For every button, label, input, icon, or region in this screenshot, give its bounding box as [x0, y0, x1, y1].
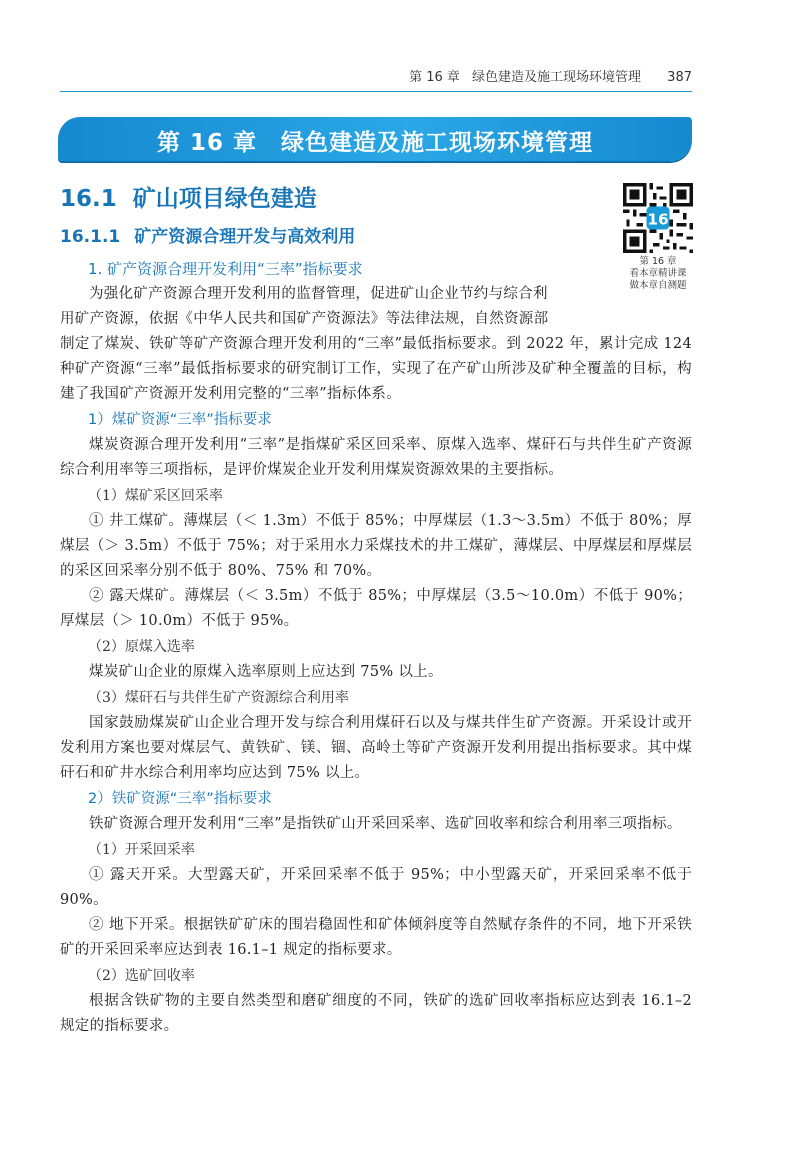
paragraph: 铁矿资源合理开发利用“三率”是指铁矿山开采回采率、选矿回收率和综合利用率三项指标。 — [89, 816, 682, 832]
paragraph: 制定了煤炭、铁矿等矿产资源合理开发利用的“三率”最低指标要求。到 2022 年，累计完成 124 种矿产资源“三率”最低指标要求的研究制订工作，实现了在产矿山所涉及矿种全覆盖的目标，构建了我国矿产资源开发利用完整的“三率”指标体系。 — [60, 336, 692, 402]
paragraph: 煤炭矿山企业的原煤入选率原则上应达到 75% 以上。 — [89, 664, 443, 680]
qr-caption-line: 第 16 章 — [639, 256, 677, 267]
section-heading — [60, 180, 317, 213]
paragraph: ② 地下开采。根据铁矿矿床的围岩稳固性和矿体倾斜度等自然赋存条件的不同，地下开采铁矿的开采回采率应达到表 16.1–1 规定的指标要求。 — [60, 917, 692, 958]
body-content — [60, 256, 692, 1039]
heading-coal-requirements: 1）煤矿资源“三率”指标要求 — [88, 412, 272, 428]
qr-code-icon[interactable] — [623, 183, 693, 253]
paragraph: 根据含铁矿物的主要自然类型和磨矿细度的不同，铁矿的选矿回收率指标应达到表 16.1–2 规定的指标要求。 — [60, 993, 692, 1034]
section-number: 16.1 — [60, 186, 117, 212]
paragraph: 国家鼓励煤炭矿山企业合理开发与综合利用煤矸石以及与煤共伴生矿产资源。开采设计或开发利用方案也要对煤层气、黄铁矿、镁、锢、高岭土等矿产资源开发利用提出指标要求。其中煤矸石和矿井水综合利用率均应达到 75% 以上。 — [60, 715, 692, 781]
paragraph: 为强化矿产资源合理开发利用的监督管理，促进矿山企业节约与综合利 — [89, 286, 548, 302]
heading-comprehensive-utilization: （3）煤矸石与共伴生矿产资源综合利用率 — [88, 690, 349, 706]
subsection-title: 矿产资源合理开发与高效利用 — [134, 227, 356, 247]
header-rule — [60, 91, 692, 92]
paragraph: ① 露天开采。大型露天矿，开采回采率不低于 95%；中小型露天矿，开采回采率不低于 90%。 — [60, 867, 692, 908]
header-chapter-label: 第 16 章 — [409, 70, 460, 85]
qr-caption-line: 做本章自测题 — [629, 280, 687, 291]
heading-three-rates-requirements: 1. 矿产资源合理开发利用“三率”指标要求 — [88, 260, 363, 278]
running-header — [60, 66, 692, 85]
page-number: 387 — [667, 70, 692, 85]
header-chapter-title: 绿色建造及施工现场环境管理 — [472, 70, 642, 85]
chapter-title: 第 16 章 绿色建造及施工现场环境管理 — [156, 130, 594, 156]
subsection-heading — [60, 222, 355, 247]
heading-iron-requirements: 2）铁矿资源“三率”指标要求 — [88, 791, 272, 807]
qr-center-label: 16 — [647, 210, 669, 229]
paragraph: 用矿产资源，依据《中华人民共和国矿产资源法》等法律法规，自然资源部 — [60, 311, 549, 327]
heading-coal-recovery-rate: （1）煤矿采区回采率 — [88, 488, 223, 504]
heading-mining-recovery-rate: （1）开采回采率 — [88, 842, 195, 858]
section-title: 矿山项目绿色建造 — [132, 186, 317, 212]
paragraph: ② 露天煤矿。薄煤层（＜ 3.5m）不低于 85%；中厚煤层（3.5～10.0m）不低于 90%；厚煤层（＞ 10.0m）不低于 95%。 — [60, 588, 692, 629]
paragraph: 煤炭资源合理开发利用“三率”是指煤矿采区回采率、原煤入选率、煤矸石与共伴生矿产资源综合利用率等三项指标，是评价煤炭企业开发利用煤炭资源效果的主要指标。 — [60, 437, 692, 478]
heading-raw-coal-washing-rate: （2）原煤入选率 — [88, 639, 195, 655]
heading-beneficiation-recovery-rate: （2）选矿回收率 — [88, 968, 195, 984]
qr-caption-line: 看本章精讲课 — [629, 268, 687, 279]
paragraph: ① 井工煤矿。薄煤层（＜ 1.3m）不低于 85%；中厚煤层（1.3～3.5m）不低于 80%；厚煤层（＞ 3.5m）不低于 75%；对于采用水力采煤技术的井工煤矿，薄煤层、中厚煤层和厚煤层的采区回采率分别不低于 80%、75% 和 70%。 — [60, 513, 692, 579]
chapter-banner — [58, 117, 692, 161]
subsection-number: 16.1.1 — [60, 227, 121, 247]
